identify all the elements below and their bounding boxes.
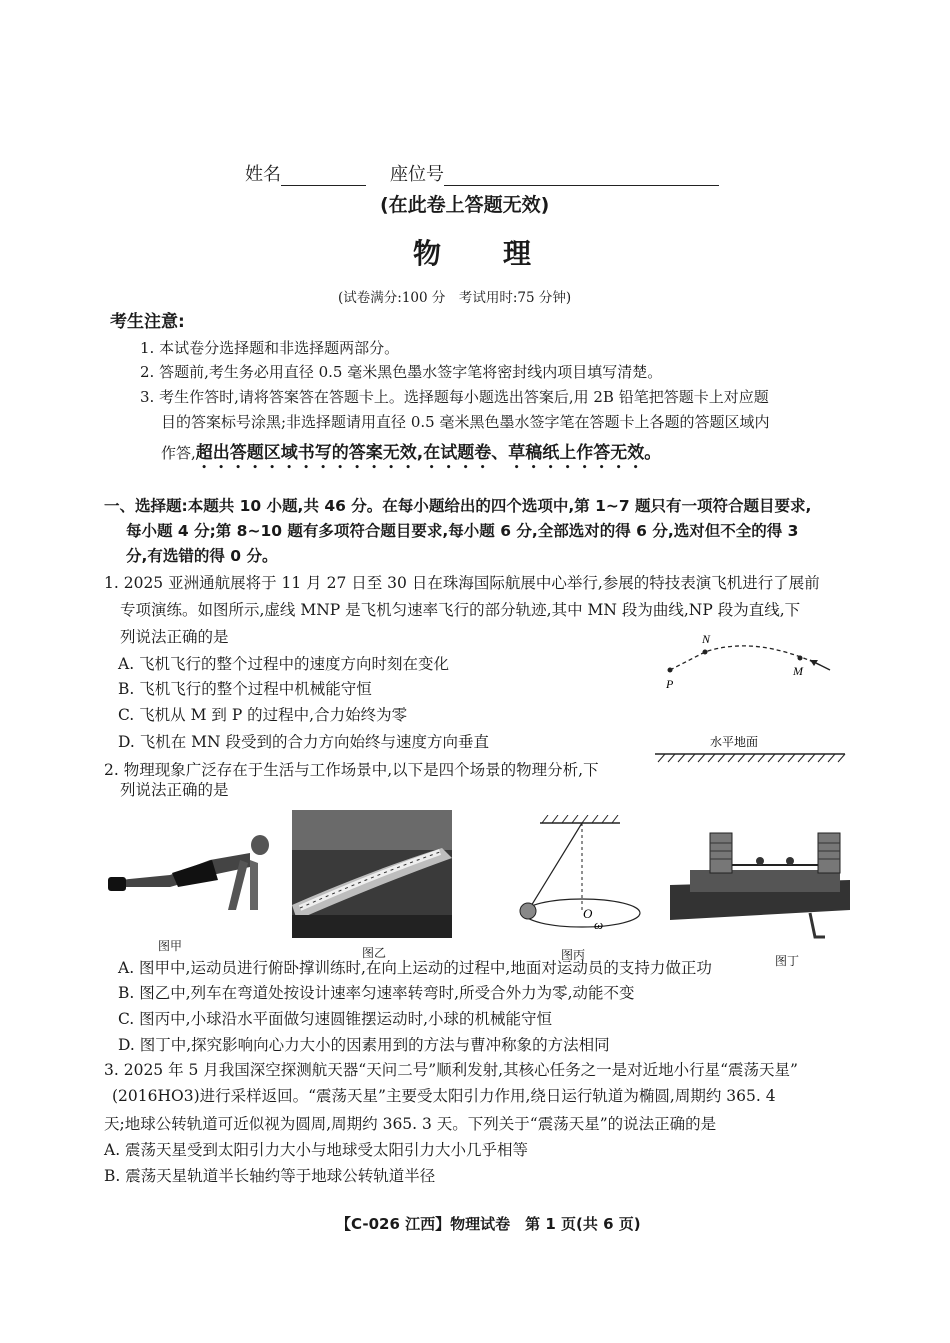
label-p: P bbox=[666, 677, 674, 691]
notice-emphasis: 超出答题区域书写的答案无效,在试题卷、草稿纸上作答无效。 bbox=[195, 443, 662, 463]
q1-option-d: D. 飞机在 MN 段受到的合力方向始终与速度方向垂直 bbox=[118, 733, 490, 751]
ceiling-hatch bbox=[542, 815, 618, 823]
caption-fig-d: 图丁 bbox=[775, 954, 800, 968]
invalid-note: (在此卷上答题无效) bbox=[380, 194, 550, 216]
athlete-shoes bbox=[108, 877, 126, 891]
q1-option-b: B. 飞机飞行的整个过程中机械能守恒 bbox=[118, 680, 372, 698]
caption-fig-a: 图甲 bbox=[158, 939, 183, 953]
caption-fig-b: 图乙 bbox=[362, 946, 387, 960]
label-omega: ω bbox=[594, 917, 604, 932]
conical-pendulum-figure bbox=[510, 815, 650, 945]
q2-option-d: D. 图丁中,探究影响向心力大小的因素用到的方法与曹冲称象的方法相同 bbox=[118, 1036, 610, 1054]
label-o: O bbox=[583, 906, 593, 921]
point-p bbox=[668, 668, 673, 673]
q3-stem-1: 3. 2025 年 5 月我国深空探测航天器“天问二号”顺利发射,其核心任务之一是对近地小行星“震荡天星” bbox=[104, 1061, 798, 1079]
q3-option-b: B. 震荡天星轨道半长轴约等于地球公转轨道半径 bbox=[104, 1167, 436, 1185]
sleeve-left bbox=[710, 833, 732, 873]
q1-option-a: A. 飞机飞行的整个过程中的速度方向时刻在变化 bbox=[118, 655, 450, 673]
photo-sky bbox=[292, 810, 452, 850]
q2-option-b: B. 图乙中,列车在弯道处按设计速率匀速率转弯时,所受合外力为零,动能不变 bbox=[118, 984, 635, 1002]
notice-item-2: 2. 答题前,考生务必用直径 0.5 毫米黑色墨水签字笔将密封线内项目填写清楚。 bbox=[140, 363, 663, 381]
q3-stem-2: (2016HO3)进行采样返回。“震荡天星”主要受太阳引力作用,绕日运行轨道为椭圆,周期约 365. 4 bbox=[112, 1087, 776, 1105]
q1-stem-3: 列说法正确的是 bbox=[120, 628, 229, 646]
q3-option-a: A. 震荡天星受到太阳引力大小与地球受太阳引力大小几乎相等 bbox=[104, 1141, 529, 1159]
notice-item-1: 1. 本试卷分选择题和非选择题两部分。 bbox=[140, 339, 400, 357]
caption-fig-c: 图丙 bbox=[561, 948, 586, 962]
q1-stem-1: 1. 2025 亚洲通航展将于 11 月 27 日至 30 日在珠海国际航展中心举行,参展的特技表演飞机进行了展前 bbox=[104, 574, 820, 592]
q1-trajectory-figure bbox=[650, 630, 850, 770]
centripetal-apparatus-figure bbox=[660, 825, 860, 950]
notice-item-3-cont: 目的答案标号涂黑;非选择题请用直径 0.5 毫米黑色墨水签字笔在答题卡上各题的答题区域内 bbox=[161, 413, 770, 431]
pendulum-ball bbox=[520, 903, 536, 919]
pushup-figure bbox=[100, 825, 280, 925]
section-header-line-3: 分,有选错的得 0 分。 bbox=[126, 547, 278, 565]
q2-option-a: A. 图甲中,运动员进行俯卧撑训练时,在向上运动的过程中,地面对运动员的支持力做正功 bbox=[118, 959, 712, 977]
arm-ball bbox=[756, 857, 764, 865]
ground-hatch bbox=[658, 754, 845, 762]
q2-stem-2: 列说法正确的是 bbox=[120, 781, 229, 799]
q1-stem-2: 专项演练。如图所示,虚线 MNP 是飞机匀速率飞行的部分轨迹,其中 MN 段为曲线,NP 段为直线,下 bbox=[120, 601, 801, 619]
label-n: N bbox=[702, 632, 711, 646]
label-m: M bbox=[793, 664, 803, 678]
arm-ball-2 bbox=[786, 857, 794, 865]
q3-stem-3: 天;地球公转轨道可近似视为圆周,周期约 365. 3 天。下列关于“震荡天星”的说法正确的是 bbox=[104, 1115, 717, 1133]
notice-item-3-tail: 作答, bbox=[161, 444, 196, 462]
sleeve-right bbox=[818, 833, 840, 873]
point-n bbox=[703, 650, 708, 655]
q2-stem-1: 2. 物理现象广泛存在于生活与工作场景中,以下是四个场景的物理分析,下 bbox=[104, 761, 599, 779]
athlete-head bbox=[251, 835, 269, 855]
notice-item-3: 3. 考生作答时,请将答案答在答题卡上。选择题每小题选出答案后,用 2B 铅笔把答题卡上对应题 bbox=[140, 388, 769, 406]
athlete-shorts bbox=[172, 860, 218, 887]
seat-field bbox=[390, 160, 719, 186]
point-m bbox=[798, 656, 803, 661]
q1-option-c: C. 飞机从 M 到 P 的过程中,合力始终为零 bbox=[118, 706, 408, 724]
page-footer: 【C-026 江西】物理试卷 第 1 页(共 6 页) bbox=[336, 1215, 641, 1233]
page-title: 物 理 bbox=[413, 237, 534, 270]
seat-label: 座位号 bbox=[390, 164, 444, 185]
pendulum-string bbox=[528, 823, 582, 911]
notice-title: 考生注意: bbox=[110, 312, 185, 332]
seat-blank bbox=[444, 167, 719, 186]
name-field bbox=[245, 160, 366, 186]
notice-item-3-end bbox=[161, 438, 661, 473]
photo-trees bbox=[292, 915, 452, 938]
exam-meta: (试卷满分:100 分 考试用时:75 分钟) bbox=[338, 290, 572, 306]
name-label: 姓名 bbox=[245, 164, 281, 185]
section-header-line-2: 每小题 4 分;第 8~10 题有多项符合题目要求,每小题 6 分,全部选对的得 6 分,选对但不全的得 3 bbox=[126, 522, 799, 540]
athlete-arm-2 bbox=[250, 860, 258, 910]
crank-handle bbox=[810, 913, 825, 937]
name-blank bbox=[281, 167, 366, 186]
section-header-line-1: 一、选择题:本题共 10 小题,共 46 分。在每小题给出的四个选项中,第 1~7 题只有一项符合题目要求, bbox=[104, 497, 812, 515]
ground-label: 水平地面 bbox=[710, 735, 759, 749]
q2-option-c: C. 图丙中,小球沿水平面做匀速圆锥摆运动时,小球的机械能守恒 bbox=[118, 1010, 553, 1028]
train-photo-figure bbox=[292, 810, 452, 938]
